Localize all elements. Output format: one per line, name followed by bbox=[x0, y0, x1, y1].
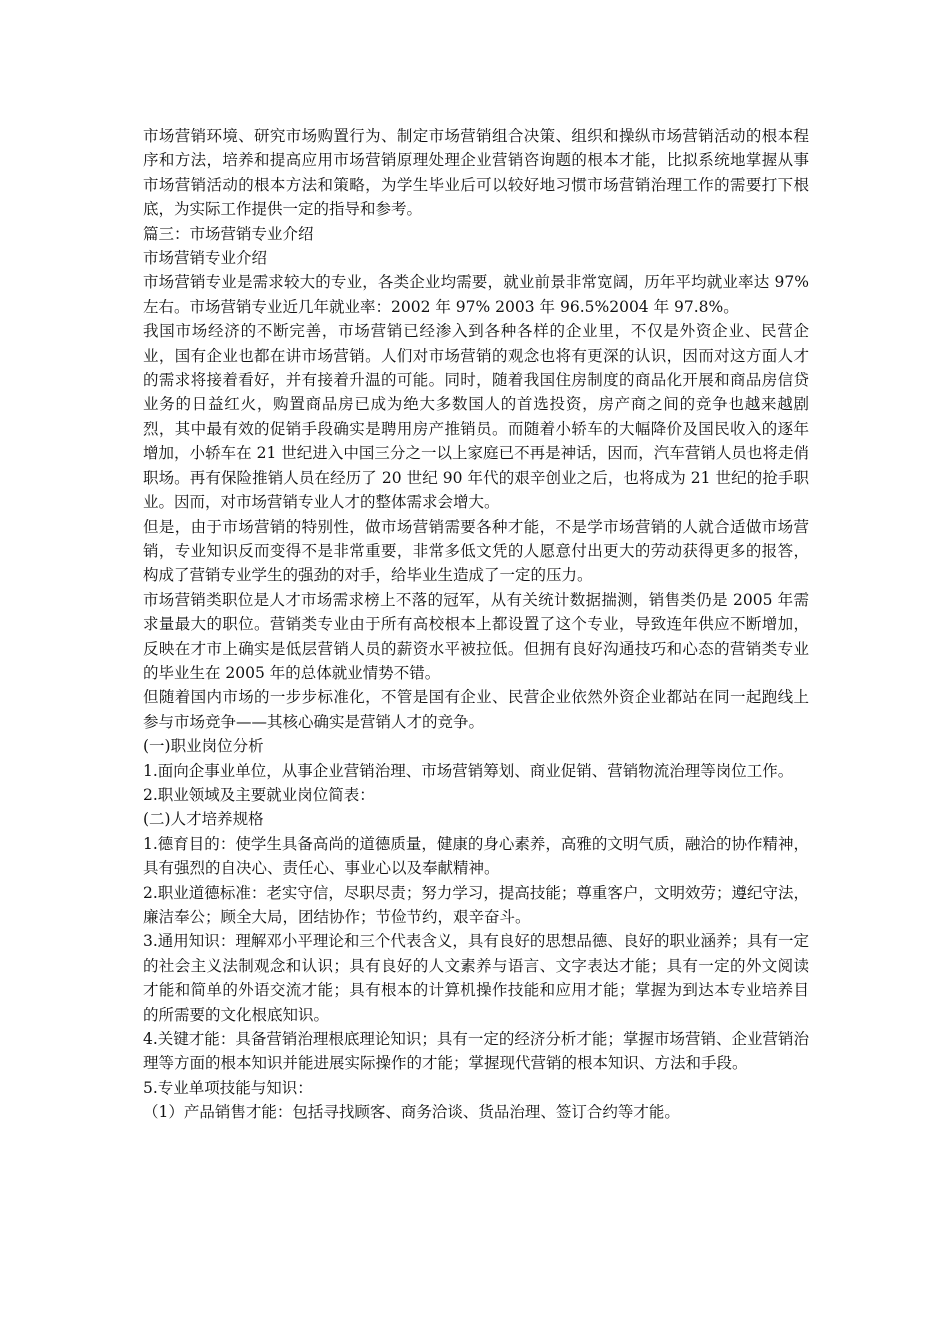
document-page bbox=[143, 124, 809, 1125]
paragraph-intro-continued: 市场营销环境、研究市场购置行为、制定市场营销组合决策、组织和操纵市场营销活动的根本程序和方法，培养和提高应用市场营销原理处理企业营销咨询题的根本才能，比拟系统地掌握从事市场营销活动的根本方法和策略，为学生毕业后可以较好地习惯市场营销治理工作的需要打下根底，为实际工作提供一定的指导和参考。 bbox=[143, 127, 809, 219]
list-item-job-target: 1.面向企事业单位，从事企业营销治理、市场营销筹划、商业促销、营销物流治理等岗位工作。 bbox=[143, 761, 794, 780]
list-item-job-fields: 2.职业领域及主要就业岗位简表： bbox=[143, 785, 375, 804]
paragraph-competition-pressure: 但是，由于市场营销的特别性，做市场营销需要各种才能，不是学市场营销的人就合适做市场营销，专业知识反而变得不是非常重要，非常多低文凭的人愿意付出更大的劳动获得更多的报答，构成了营销专业学生的强劲的对手，给毕业生造成了一定的压力。 bbox=[143, 517, 809, 585]
list-item-special-skills: 5.专业单项技能与知识： bbox=[143, 1078, 313, 1097]
section-heading-part-three: 篇三：市场营销专业介绍 bbox=[143, 224, 314, 243]
article-title: 市场营销专业介绍 bbox=[143, 249, 268, 268]
list-item-ethics-standard: 2.职业道德标准：老实守信，尽职尽责；努力学习，提高技能；尊重客户，文明效劳；遵纪守法，廉洁奉公；顾全大局，团结协作；节俭节约，艰辛奋斗。 bbox=[143, 883, 809, 926]
list-item-sales-ability: （1）产品销售才能：包括寻找顾客、商务洽谈、货品治理、签订合约等才能。 bbox=[143, 1103, 680, 1122]
paragraph-standardization: 但随着国内市场的一步步标准化，不管是国有企业、民营企业依然外资企业都站在同一起跑线上参与市场竞争——其核心确实是营销人才的竞争。 bbox=[143, 688, 809, 731]
paragraph-employment-rate: 市场营销专业是需求较大的专业，各类企业均需要，就业前景非常宽阔，历年平均就业率达 97%左右。市场营销专业近几年就业率：2002 年 97% 2003 年 96.5%2004 年 97.8%。 bbox=[143, 273, 809, 316]
heading-job-analysis: (一)职业岗位分析 bbox=[143, 737, 264, 756]
paragraph-job-demand: 市场营销类职位是人才市场需求榜上不落的冠军，从有关统计数据揣测，销售类仍是 2005 年需求量最大的职位。营销类专业由于所有高校根本上都设置了这个专业，导致连年供应不断增加，反映在才市上确实是低层营销人员的薪资水平被拉低。但拥有良好沟通技巧和心态的营销类专业的毕业生在 2005 年的总体就业情势不错。 bbox=[143, 590, 809, 682]
list-item-moral-goal: 1.德育目的：使学生具备高尚的道德质量，健康的身心素养，高雅的文明气质，融洽的协作精神，具有强烈的自决心、责任心、事业心以及奉献精神。 bbox=[143, 834, 809, 878]
list-item-general-knowledge: 3.通用知识：理解邓小平理论和三个代表含义，具有良好的思想品德、良好的职业涵养；具有一定的社会主义法制观念和认识；具有良好的人文素养与语言、文字表达才能；具有一定的外文阅读才能和简单的外语交流才能；具有根本的计算机操作技能和应用才能；掌握为到达本专业培养目的所需要的文化根底知识。 bbox=[143, 932, 809, 1024]
heading-training-spec: (二)人才培养规格 bbox=[143, 810, 264, 829]
paragraph-market-economy: 我国市场经济的不断完善，市场营销已经渗入到各种各样的企业里，不仅是外资企业、民营企业，国有企业也都在讲市场营销。人们对市场营销的观念也将有更深的认识，因而对这方面人才的需求将接着看好，并有接着升温的可能。同时，随着我国住房制度的商品化开展和商品房信贷业务的日益红火，购置商品房已成为绝大多数国人的首选投资，房产商之间的竞争也越来越剧烈，其中最有效的促销手段确实是聘用房产推销员。而随着小轿车的大幅降价及国民收入的逐年增加，小轿车在 21 世纪进入中国三分之一以上家庭已不再是神话，因而，汽车营销人员也将走俏职场。再有保险推销人员在经历了 20 世纪 90 年代的艰辛创业之后，也将成为 21 世纪的抢手职业。因而，对市场营销专业人才的整体需求会增大。 bbox=[143, 322, 809, 512]
list-item-key-abilities: 4.关键才能：具备营销治理根底理论知识；具有一定的经济分析才能；掌握市场营销、企业营销治理等方面的根本知识并能进展实际操作的才能；掌握现代营销的根本知识、方法和手段。 bbox=[143, 1030, 809, 1073]
